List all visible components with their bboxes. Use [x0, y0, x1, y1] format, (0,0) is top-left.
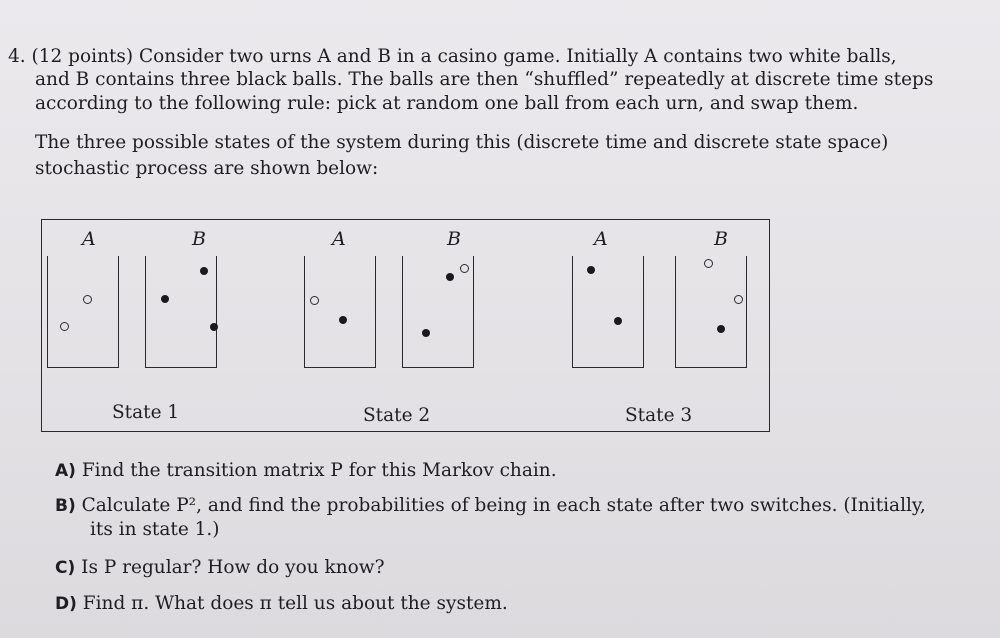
question-c	[55, 557, 385, 579]
black-ball	[339, 316, 347, 324]
urn-b-state-3	[675, 256, 747, 368]
urn-a-state-2	[304, 256, 376, 368]
black-ball	[161, 295, 169, 303]
black-ball	[200, 267, 208, 275]
white-ball	[310, 296, 319, 305]
black-ball	[587, 266, 595, 274]
state-3-label: State 3	[625, 405, 693, 426]
urn-a-label: A	[332, 228, 346, 250]
urn-b-label: B	[714, 228, 728, 250]
question-d	[55, 593, 508, 615]
state-2-label: State 2	[363, 405, 431, 426]
question-a-text: Find the transition matrix P for this Markov chain.	[81, 460, 557, 481]
question-a	[55, 460, 557, 482]
black-ball	[422, 329, 430, 337]
question-d-text: Find π. What does π tell us about the system.	[82, 593, 508, 614]
black-ball	[717, 325, 725, 333]
urn-b-label: B	[447, 228, 461, 250]
question-b-text: Calculate P², and find the probabilities of being in each state after two switches. (Initially,	[81, 495, 926, 516]
white-ball	[460, 264, 469, 273]
question-a-letter: A)	[55, 461, 76, 481]
question-b-letter: B)	[55, 496, 76, 516]
white-ball	[60, 322, 69, 331]
question-d-letter: D)	[55, 594, 77, 614]
problem-line-5: stochastic process are shown below:	[35, 158, 379, 179]
black-ball	[446, 273, 454, 281]
problem-line-3: according to the following rule: pick at random one ball from each urn, and swap them.	[35, 93, 859, 114]
question-c-letter: C)	[55, 558, 76, 578]
question-b	[55, 495, 926, 517]
states-diagram	[41, 219, 770, 432]
question-b-continuation: its in state 1.)	[90, 519, 220, 540]
problem-line-4: The three possible states of the system during this (discrete time and discrete state space)	[35, 132, 889, 153]
black-ball	[210, 323, 218, 331]
state-1-label: State 1	[112, 402, 180, 423]
urn-a-label: A	[594, 228, 608, 250]
urn-b-state-1	[145, 256, 217, 368]
urn-a-state-3	[572, 256, 644, 368]
white-ball	[704, 259, 713, 268]
white-ball	[734, 295, 743, 304]
urn-a-label: A	[82, 228, 96, 250]
problem-line-1: 4. (12 points) Consider two urns A and B in a casino game. Initially A contains two white balls,	[8, 46, 897, 67]
urn-b-state-2	[402, 256, 474, 368]
urn-a-state-1	[47, 256, 119, 368]
question-c-text: Is P regular? How do you know?	[81, 557, 385, 578]
black-ball	[614, 317, 622, 325]
white-ball	[83, 295, 92, 304]
problem-line-2: and B contains three black balls. The balls are then “shuffled” repeatedly at discrete time steps	[35, 69, 934, 90]
urn-b-label: B	[192, 228, 206, 250]
